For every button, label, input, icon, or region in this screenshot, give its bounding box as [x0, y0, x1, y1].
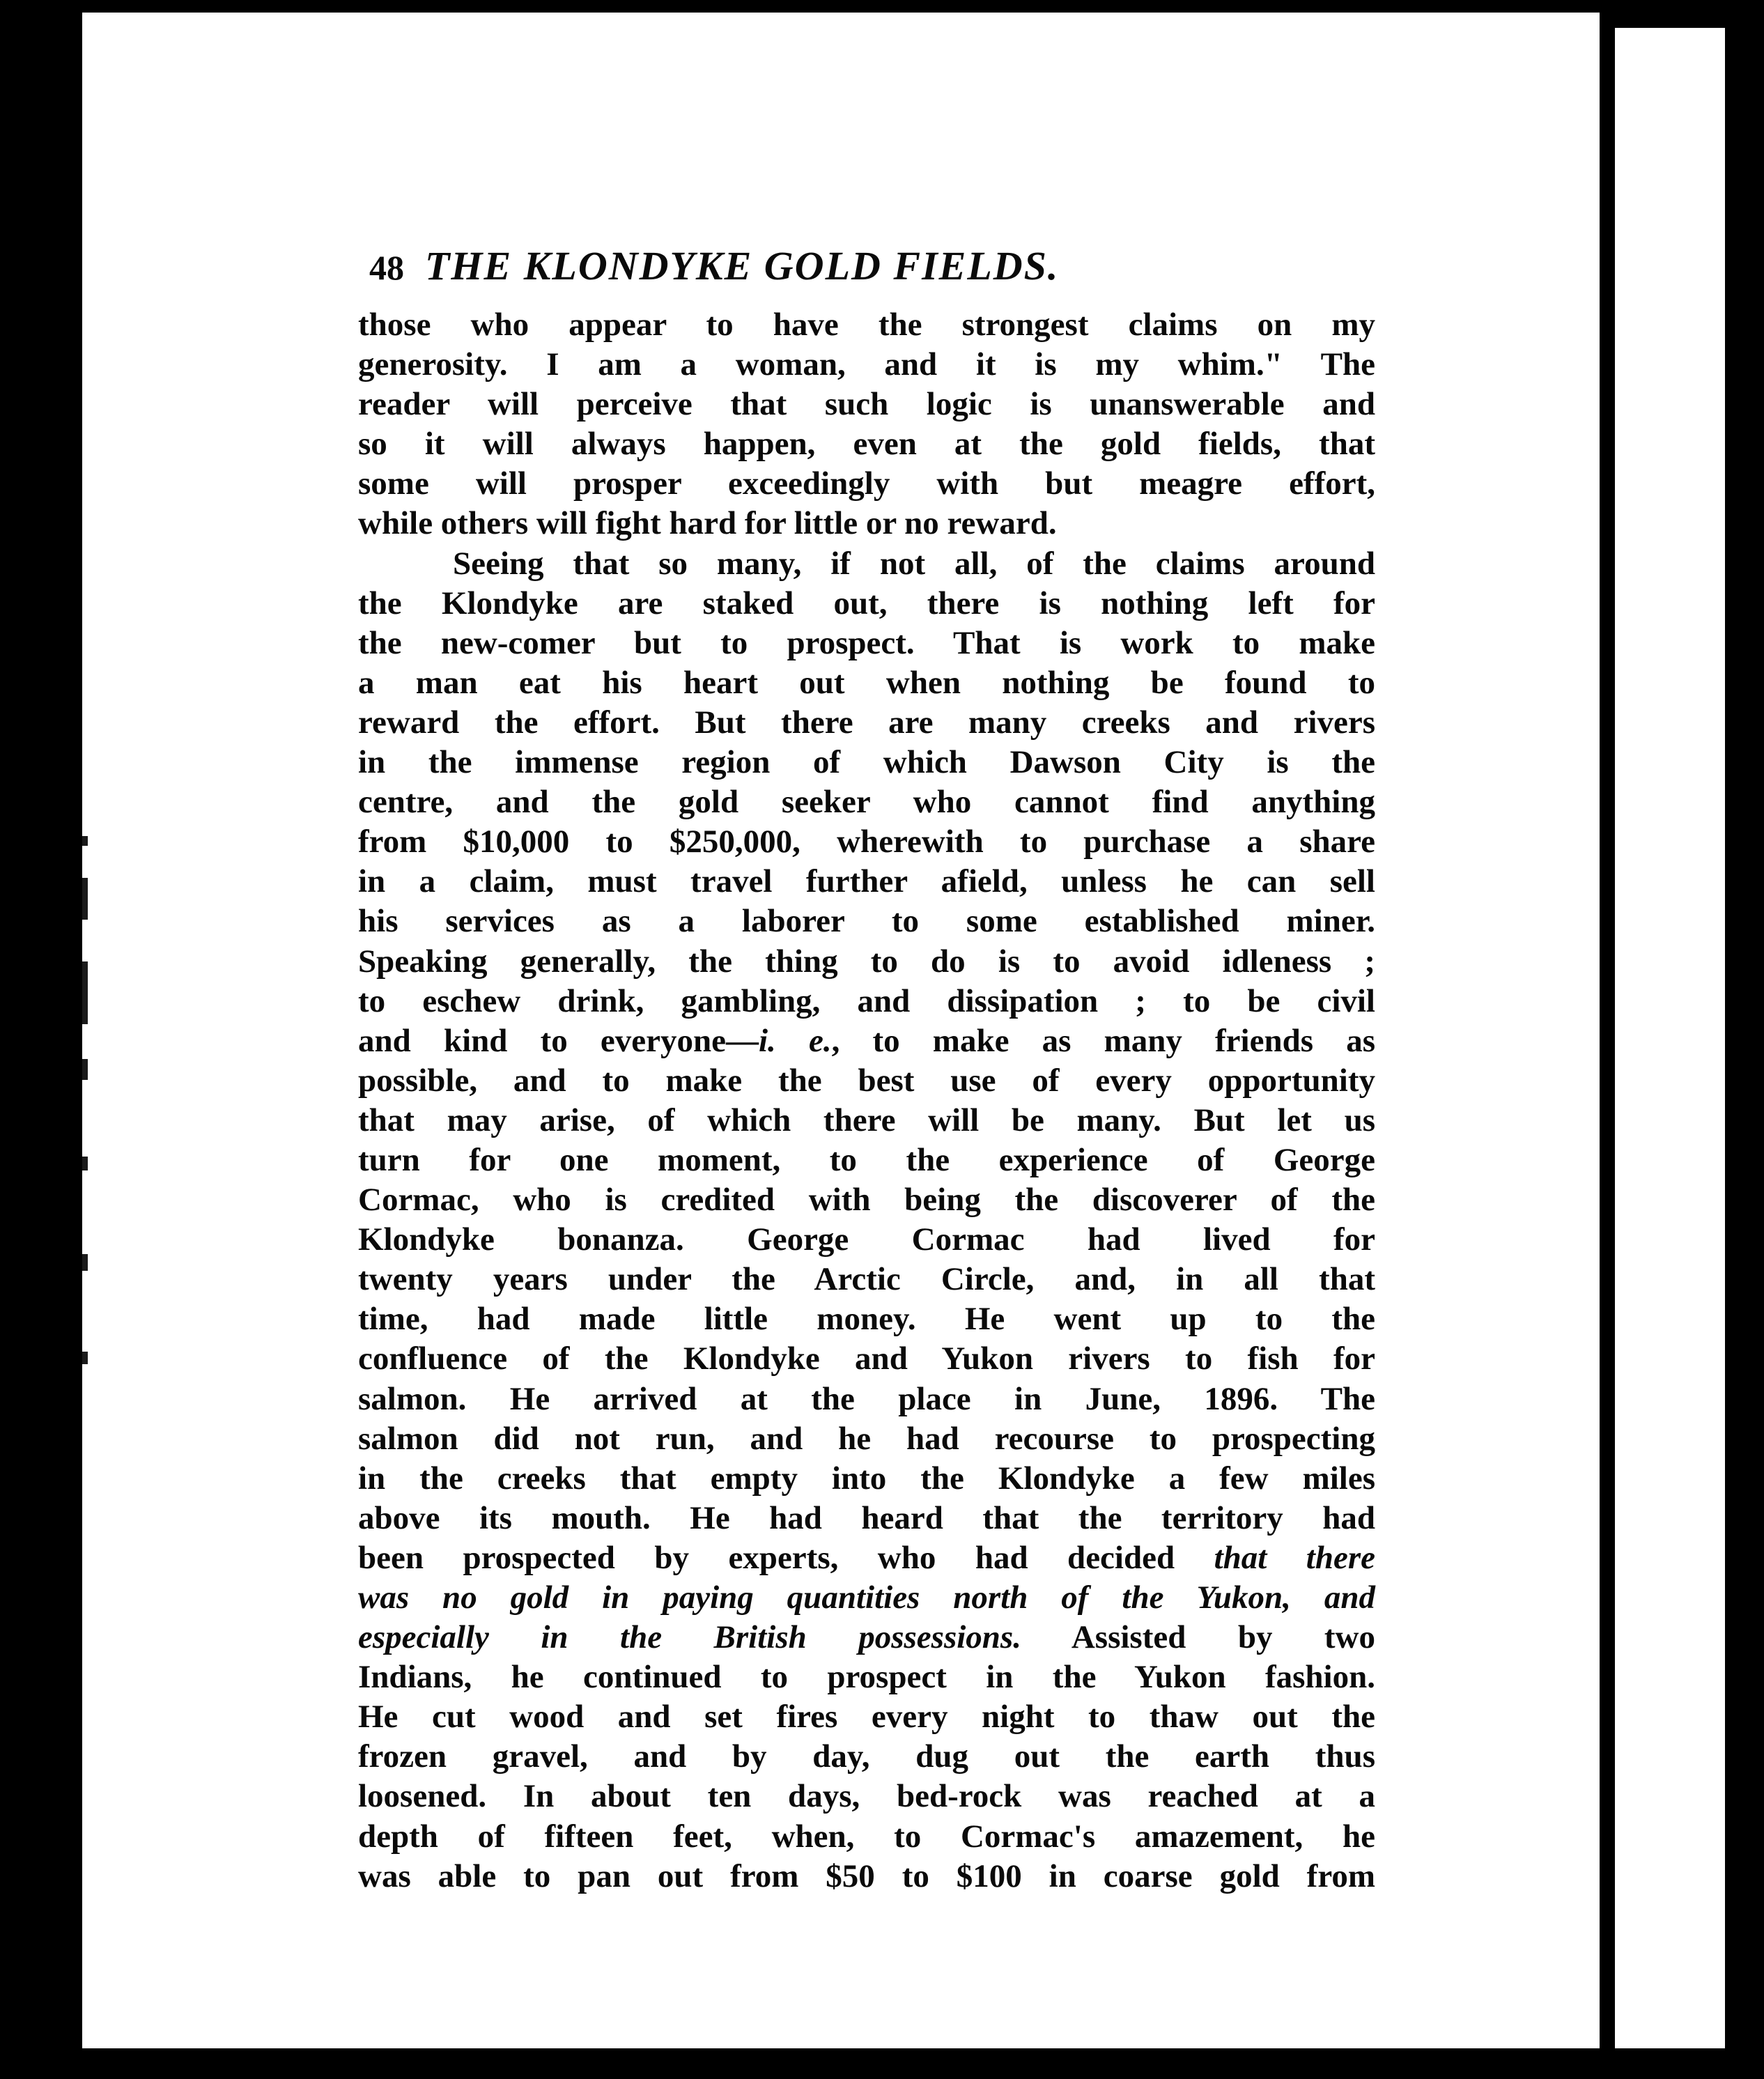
text-line: some will prosper exceedingly with but meagre effort, — [358, 465, 1375, 502]
text-line: twenty years under the Arctic Circle, and, in all that — [358, 1261, 1375, 1298]
text-run: and kind to everyone— — [358, 1022, 759, 1059]
text-line — [358, 1021, 1375, 1061]
text-line: in the creeks that empty into the Klondyke a few miles — [358, 1460, 1375, 1497]
text-line: loosened. In about ten days, bed-rock was reached at a — [358, 1778, 1375, 1815]
page-number: 48 — [369, 248, 404, 287]
text-line: in a claim, must travel further afield, unless he can sell — [358, 863, 1375, 900]
text-line: to eschew drink, gambling, and dissipation ; to be civil — [358, 982, 1375, 1019]
text-line: salmon. He arrived at the place in June, 1896. The — [358, 1380, 1375, 1417]
gutter-mark — [82, 961, 88, 1024]
text-run: been prospected by experts, who had decided — [358, 1539, 1214, 1576]
gutter-mark — [82, 1157, 88, 1170]
text-line: his services as a laborer to some established miner. — [358, 903, 1375, 940]
text-line: frozen gravel, and by day, dug out the earth thus — [358, 1738, 1375, 1775]
text-run: , to make as many friends as — [831, 1022, 1375, 1059]
text-line: reader will perceive that such logic is unanswerable and — [358, 386, 1375, 423]
text-line: a man eat his heart out when nothing be found to — [358, 664, 1375, 701]
facing-page-strip — [1615, 28, 1725, 2048]
text-line: the Klondyke are staked out, there is nothing left for — [358, 585, 1375, 621]
gutter-mark — [82, 836, 88, 846]
text-line: above its mouth. He had heard that the territory had — [358, 1499, 1375, 1536]
text-line: was able to pan out from $50 to $100 in coarse gold from — [358, 1857, 1375, 1894]
text-line: reward the effort. But there are many creeks and rivers — [358, 704, 1375, 741]
text-run: Assisted by two — [1021, 1619, 1375, 1656]
gutter-mark — [82, 1352, 88, 1364]
text-line: He cut wood and set fires every night to thaw out the — [358, 1699, 1375, 1736]
text-line: in the immense region of which Dawson City is the — [358, 744, 1375, 781]
text-line: depth of fifteen feet, when, to Cormac's amazement, he — [358, 1818, 1375, 1855]
text-line: Cormac, who is credited with being the discoverer of the — [358, 1182, 1375, 1219]
running-head — [369, 242, 1275, 291]
gutter-mark — [82, 1254, 88, 1271]
italic-text-run: that there — [1214, 1539, 1375, 1576]
text-line: confluence of the Klondyke and Yukon rivers to fish for — [358, 1340, 1375, 1377]
text-line: possible, and to make the best use of every opportunity — [358, 1062, 1375, 1099]
running-title: THE KLONDYKE GOLD FIELDS. — [425, 243, 1060, 288]
text-line: while others will fight hard for little or no reward. — [358, 505, 1057, 542]
gutter-mark — [82, 1059, 88, 1080]
page-edge-rule — [1600, 13, 1615, 2048]
italic-text-line: was no gold in paying quantities north of the Yukon, and — [358, 1579, 1375, 1616]
body-text — [358, 305, 1375, 1896]
text-line: salmon did not run, and he had recourse to prospecting — [358, 1420, 1375, 1457]
text-line: those who appear to have the strongest claims on my — [358, 307, 1375, 343]
text-line — [358, 1618, 1375, 1657]
text-line: so it will always happen, even at the gold fields, that — [358, 426, 1375, 463]
text-line: from $10,000 to $250,000, wherewith to purchase a share — [358, 824, 1375, 860]
text-line: centre, and the gold seeker who cannot find anything — [358, 784, 1375, 821]
italic-text-run: especially in the British possessions. — [358, 1619, 1021, 1656]
text-line: Indians, he continued to prospect in the Yukon fashion. — [358, 1659, 1375, 1696]
text-line: turn for one moment, to the experience of George — [358, 1141, 1375, 1178]
text-line: that may arise, of which there will be many. But let us — [358, 1102, 1375, 1138]
italic-text-run: i. e. — [758, 1022, 832, 1059]
gutter-mark — [82, 878, 88, 920]
text-line: Seeing that so many, if not all, of the claims around — [453, 545, 1375, 582]
text-line: Speaking generally, the thing to do is to avoid idleness ; — [358, 943, 1375, 980]
text-line — [358, 1538, 1375, 1578]
text-line: generosity. I am a woman, and it is my whim." The — [358, 346, 1375, 383]
text-line: time, had made little money. He went up to the — [358, 1301, 1375, 1338]
text-line: Klondyke bonanza. George Cormac had lived for — [358, 1221, 1375, 1258]
text-line: the new-comer but to prospect. That is work to make — [358, 624, 1375, 661]
